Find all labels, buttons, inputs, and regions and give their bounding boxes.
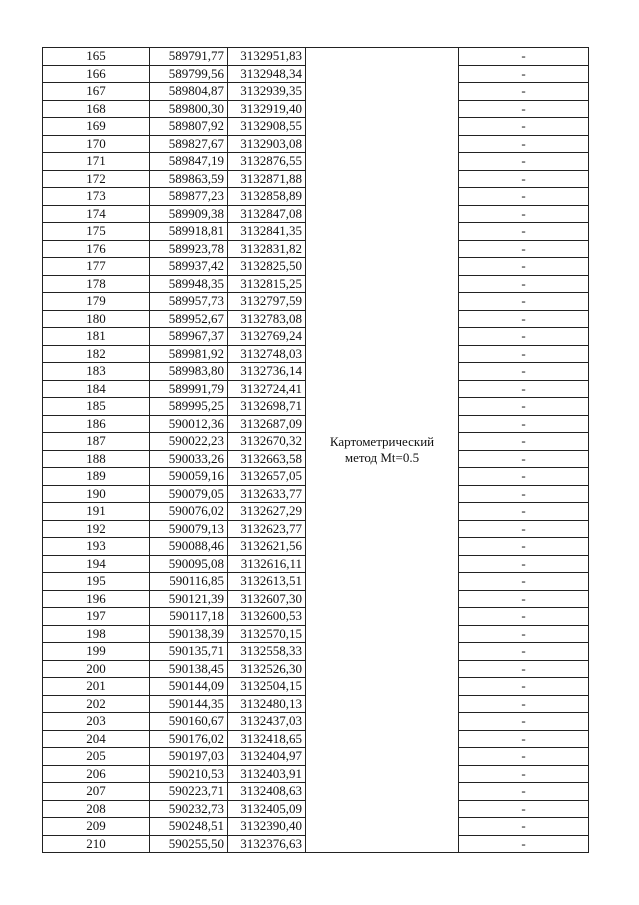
status-cell: - xyxy=(459,345,589,363)
point-number-cell: 208 xyxy=(43,800,150,818)
status-cell: - xyxy=(459,503,589,521)
y-coordinate-cell: 3132858,89 xyxy=(228,188,306,206)
x-coordinate-cell: 589877,23 xyxy=(150,188,228,206)
point-number-cell: 196 xyxy=(43,590,150,608)
status-cell: - xyxy=(459,818,589,836)
x-coordinate-cell: 590144,09 xyxy=(150,678,228,696)
point-number-cell: 194 xyxy=(43,555,150,573)
y-coordinate-cell: 3132698,71 xyxy=(228,398,306,416)
y-coordinate-cell: 3132657,05 xyxy=(228,468,306,486)
point-number-cell: 201 xyxy=(43,678,150,696)
y-coordinate-cell: 3132847,08 xyxy=(228,205,306,223)
x-coordinate-cell: 589957,73 xyxy=(150,293,228,311)
point-number-cell: 170 xyxy=(43,135,150,153)
point-number-cell: 166 xyxy=(43,65,150,83)
x-coordinate-cell: 590176,02 xyxy=(150,730,228,748)
status-cell: - xyxy=(459,608,589,626)
status-cell: - xyxy=(459,695,589,713)
status-cell: - xyxy=(459,765,589,783)
x-coordinate-cell: 590059,16 xyxy=(150,468,228,486)
x-coordinate-cell: 590116,85 xyxy=(150,573,228,591)
status-cell: - xyxy=(459,153,589,171)
x-coordinate-cell: 589991,79 xyxy=(150,380,228,398)
point-number-cell: 180 xyxy=(43,310,150,328)
y-coordinate-cell: 3132405,09 xyxy=(228,800,306,818)
point-number-cell: 176 xyxy=(43,240,150,258)
y-coordinate-cell: 3132876,55 xyxy=(228,153,306,171)
y-coordinate-cell: 3132663,58 xyxy=(228,450,306,468)
x-coordinate-cell: 590033,26 xyxy=(150,450,228,468)
point-number-cell: 171 xyxy=(43,153,150,171)
point-number-cell: 167 xyxy=(43,83,150,101)
point-number-cell: 197 xyxy=(43,608,150,626)
status-cell: - xyxy=(459,328,589,346)
y-coordinate-cell: 3132951,83 xyxy=(228,48,306,66)
status-cell: - xyxy=(459,433,589,451)
y-coordinate-cell: 3132633,77 xyxy=(228,485,306,503)
status-cell: - xyxy=(459,800,589,818)
status-cell: - xyxy=(459,485,589,503)
method-line-1: Картометрический xyxy=(329,434,435,449)
point-number-cell: 209 xyxy=(43,818,150,836)
status-cell: - xyxy=(459,555,589,573)
status-cell: - xyxy=(459,100,589,118)
point-number-cell: 205 xyxy=(43,748,150,766)
y-coordinate-cell: 3132627,29 xyxy=(228,503,306,521)
y-coordinate-cell: 3132948,34 xyxy=(228,65,306,83)
point-number-cell: 185 xyxy=(43,398,150,416)
status-cell: - xyxy=(459,538,589,556)
status-cell: - xyxy=(459,48,589,66)
table-row xyxy=(43,48,589,66)
x-coordinate-cell: 590135,71 xyxy=(150,643,228,661)
y-coordinate-cell: 3132831,82 xyxy=(228,240,306,258)
status-cell: - xyxy=(459,415,589,433)
x-coordinate-cell: 589909,38 xyxy=(150,205,228,223)
x-coordinate-cell: 590022,23 xyxy=(150,433,228,451)
status-cell: - xyxy=(459,240,589,258)
y-coordinate-cell: 3132403,91 xyxy=(228,765,306,783)
status-cell: - xyxy=(459,205,589,223)
y-coordinate-cell: 3132687,09 xyxy=(228,415,306,433)
status-cell: - xyxy=(459,223,589,241)
status-cell: - xyxy=(459,573,589,591)
y-coordinate-cell: 3132783,08 xyxy=(228,310,306,328)
method-line-2: метод Mt=0.5 xyxy=(344,450,420,465)
y-coordinate-cell: 3132908,55 xyxy=(228,118,306,136)
point-number-cell: 193 xyxy=(43,538,150,556)
status-cell: - xyxy=(459,713,589,731)
point-number-cell: 178 xyxy=(43,275,150,293)
method-cell xyxy=(306,48,459,853)
status-cell: - xyxy=(459,83,589,101)
status-cell: - xyxy=(459,398,589,416)
status-cell: - xyxy=(459,65,589,83)
point-number-cell: 181 xyxy=(43,328,150,346)
y-coordinate-cell: 3132613,51 xyxy=(228,573,306,591)
x-coordinate-cell: 590079,13 xyxy=(150,520,228,538)
point-number-cell: 186 xyxy=(43,415,150,433)
y-coordinate-cell: 3132748,03 xyxy=(228,345,306,363)
status-cell: - xyxy=(459,363,589,381)
point-number-cell: 206 xyxy=(43,765,150,783)
status-cell: - xyxy=(459,625,589,643)
y-coordinate-cell: 3132621,56 xyxy=(228,538,306,556)
status-cell: - xyxy=(459,135,589,153)
point-number-cell: 188 xyxy=(43,450,150,468)
point-number-cell: 199 xyxy=(43,643,150,661)
x-coordinate-cell: 589952,67 xyxy=(150,310,228,328)
point-number-cell: 210 xyxy=(43,835,150,853)
x-coordinate-cell: 589983,80 xyxy=(150,363,228,381)
coordinates-table xyxy=(42,47,589,853)
point-number-cell: 203 xyxy=(43,713,150,731)
x-coordinate-cell: 590076,02 xyxy=(150,503,228,521)
y-coordinate-cell: 3132480,13 xyxy=(228,695,306,713)
coordinates-table-body xyxy=(43,48,589,853)
point-number-cell: 195 xyxy=(43,573,150,591)
x-coordinate-cell: 589937,42 xyxy=(150,258,228,276)
x-coordinate-cell: 590012,36 xyxy=(150,415,228,433)
x-coordinate-cell: 590088,46 xyxy=(150,538,228,556)
y-coordinate-cell: 3132815,25 xyxy=(228,275,306,293)
x-coordinate-cell: 589791,77 xyxy=(150,48,228,66)
x-coordinate-cell: 589804,87 xyxy=(150,83,228,101)
point-number-cell: 187 xyxy=(43,433,150,451)
x-coordinate-cell: 590117,18 xyxy=(150,608,228,626)
point-number-cell: 175 xyxy=(43,223,150,241)
point-number-cell: 207 xyxy=(43,783,150,801)
status-cell: - xyxy=(459,450,589,468)
x-coordinate-cell: 589863,59 xyxy=(150,170,228,188)
status-cell: - xyxy=(459,783,589,801)
x-coordinate-cell: 590223,71 xyxy=(150,783,228,801)
status-cell: - xyxy=(459,380,589,398)
x-coordinate-cell: 590255,50 xyxy=(150,835,228,853)
point-number-cell: 204 xyxy=(43,730,150,748)
x-coordinate-cell: 589799,56 xyxy=(150,65,228,83)
y-coordinate-cell: 3132526,30 xyxy=(228,660,306,678)
y-coordinate-cell: 3132390,40 xyxy=(228,818,306,836)
point-number-cell: 172 xyxy=(43,170,150,188)
y-coordinate-cell: 3132504,15 xyxy=(228,678,306,696)
x-coordinate-cell: 589847,19 xyxy=(150,153,228,171)
status-cell: - xyxy=(459,468,589,486)
point-number-cell: 177 xyxy=(43,258,150,276)
x-coordinate-cell: 589981,92 xyxy=(150,345,228,363)
y-coordinate-cell: 3132919,40 xyxy=(228,100,306,118)
point-number-cell: 200 xyxy=(43,660,150,678)
point-number-cell: 174 xyxy=(43,205,150,223)
point-number-cell: 168 xyxy=(43,100,150,118)
y-coordinate-cell: 3132825,50 xyxy=(228,258,306,276)
y-coordinate-cell: 3132797,59 xyxy=(228,293,306,311)
x-coordinate-cell: 589967,37 xyxy=(150,328,228,346)
point-number-cell: 189 xyxy=(43,468,150,486)
y-coordinate-cell: 3132570,15 xyxy=(228,625,306,643)
y-coordinate-cell: 3132939,35 xyxy=(228,83,306,101)
status-cell: - xyxy=(459,118,589,136)
status-cell: - xyxy=(459,643,589,661)
status-cell: - xyxy=(459,678,589,696)
x-coordinate-cell: 589918,81 xyxy=(150,223,228,241)
point-number-cell: 202 xyxy=(43,695,150,713)
point-number-cell: 183 xyxy=(43,363,150,381)
status-cell: - xyxy=(459,293,589,311)
x-coordinate-cell: 589827,67 xyxy=(150,135,228,153)
y-coordinate-cell: 3132724,41 xyxy=(228,380,306,398)
point-number-cell: 190 xyxy=(43,485,150,503)
status-cell: - xyxy=(459,835,589,853)
y-coordinate-cell: 3132600,53 xyxy=(228,608,306,626)
y-coordinate-cell: 3132558,33 xyxy=(228,643,306,661)
y-coordinate-cell: 3132670,32 xyxy=(228,433,306,451)
x-coordinate-cell: 589995,25 xyxy=(150,398,228,416)
point-number-cell: 173 xyxy=(43,188,150,206)
status-cell: - xyxy=(459,310,589,328)
point-number-cell: 198 xyxy=(43,625,150,643)
x-coordinate-cell: 590121,39 xyxy=(150,590,228,608)
y-coordinate-cell: 3132623,77 xyxy=(228,520,306,538)
y-coordinate-cell: 3132736,14 xyxy=(228,363,306,381)
y-coordinate-cell: 3132616,11 xyxy=(228,555,306,573)
x-coordinate-cell: 589800,30 xyxy=(150,100,228,118)
status-cell: - xyxy=(459,590,589,608)
x-coordinate-cell: 590095,08 xyxy=(150,555,228,573)
status-cell: - xyxy=(459,188,589,206)
status-cell: - xyxy=(459,170,589,188)
y-coordinate-cell: 3132418,65 xyxy=(228,730,306,748)
status-cell: - xyxy=(459,520,589,538)
status-cell: - xyxy=(459,660,589,678)
x-coordinate-cell: 589948,35 xyxy=(150,275,228,293)
x-coordinate-cell: 590248,51 xyxy=(150,818,228,836)
y-coordinate-cell: 3132376,63 xyxy=(228,835,306,853)
x-coordinate-cell: 590160,67 xyxy=(150,713,228,731)
x-coordinate-cell: 590079,05 xyxy=(150,485,228,503)
x-coordinate-cell: 590197,03 xyxy=(150,748,228,766)
status-cell: - xyxy=(459,258,589,276)
y-coordinate-cell: 3132404,97 xyxy=(228,748,306,766)
x-coordinate-cell: 590232,73 xyxy=(150,800,228,818)
y-coordinate-cell: 3132437,03 xyxy=(228,713,306,731)
status-cell: - xyxy=(459,275,589,293)
x-coordinate-cell: 590144,35 xyxy=(150,695,228,713)
y-coordinate-cell: 3132841,35 xyxy=(228,223,306,241)
point-number-cell: 165 xyxy=(43,48,150,66)
point-number-cell: 179 xyxy=(43,293,150,311)
y-coordinate-cell: 3132607,30 xyxy=(228,590,306,608)
y-coordinate-cell: 3132408,63 xyxy=(228,783,306,801)
point-number-cell: 182 xyxy=(43,345,150,363)
status-cell: - xyxy=(459,748,589,766)
point-number-cell: 184 xyxy=(43,380,150,398)
status-cell: - xyxy=(459,730,589,748)
point-number-cell: 169 xyxy=(43,118,150,136)
x-coordinate-cell: 590138,45 xyxy=(150,660,228,678)
y-coordinate-cell: 3132903,08 xyxy=(228,135,306,153)
x-coordinate-cell: 589923,78 xyxy=(150,240,228,258)
x-coordinate-cell: 589807,92 xyxy=(150,118,228,136)
y-coordinate-cell: 3132769,24 xyxy=(228,328,306,346)
point-number-cell: 191 xyxy=(43,503,150,521)
x-coordinate-cell: 590210,53 xyxy=(150,765,228,783)
point-number-cell: 192 xyxy=(43,520,150,538)
y-coordinate-cell: 3132871,88 xyxy=(228,170,306,188)
x-coordinate-cell: 590138,39 xyxy=(150,625,228,643)
